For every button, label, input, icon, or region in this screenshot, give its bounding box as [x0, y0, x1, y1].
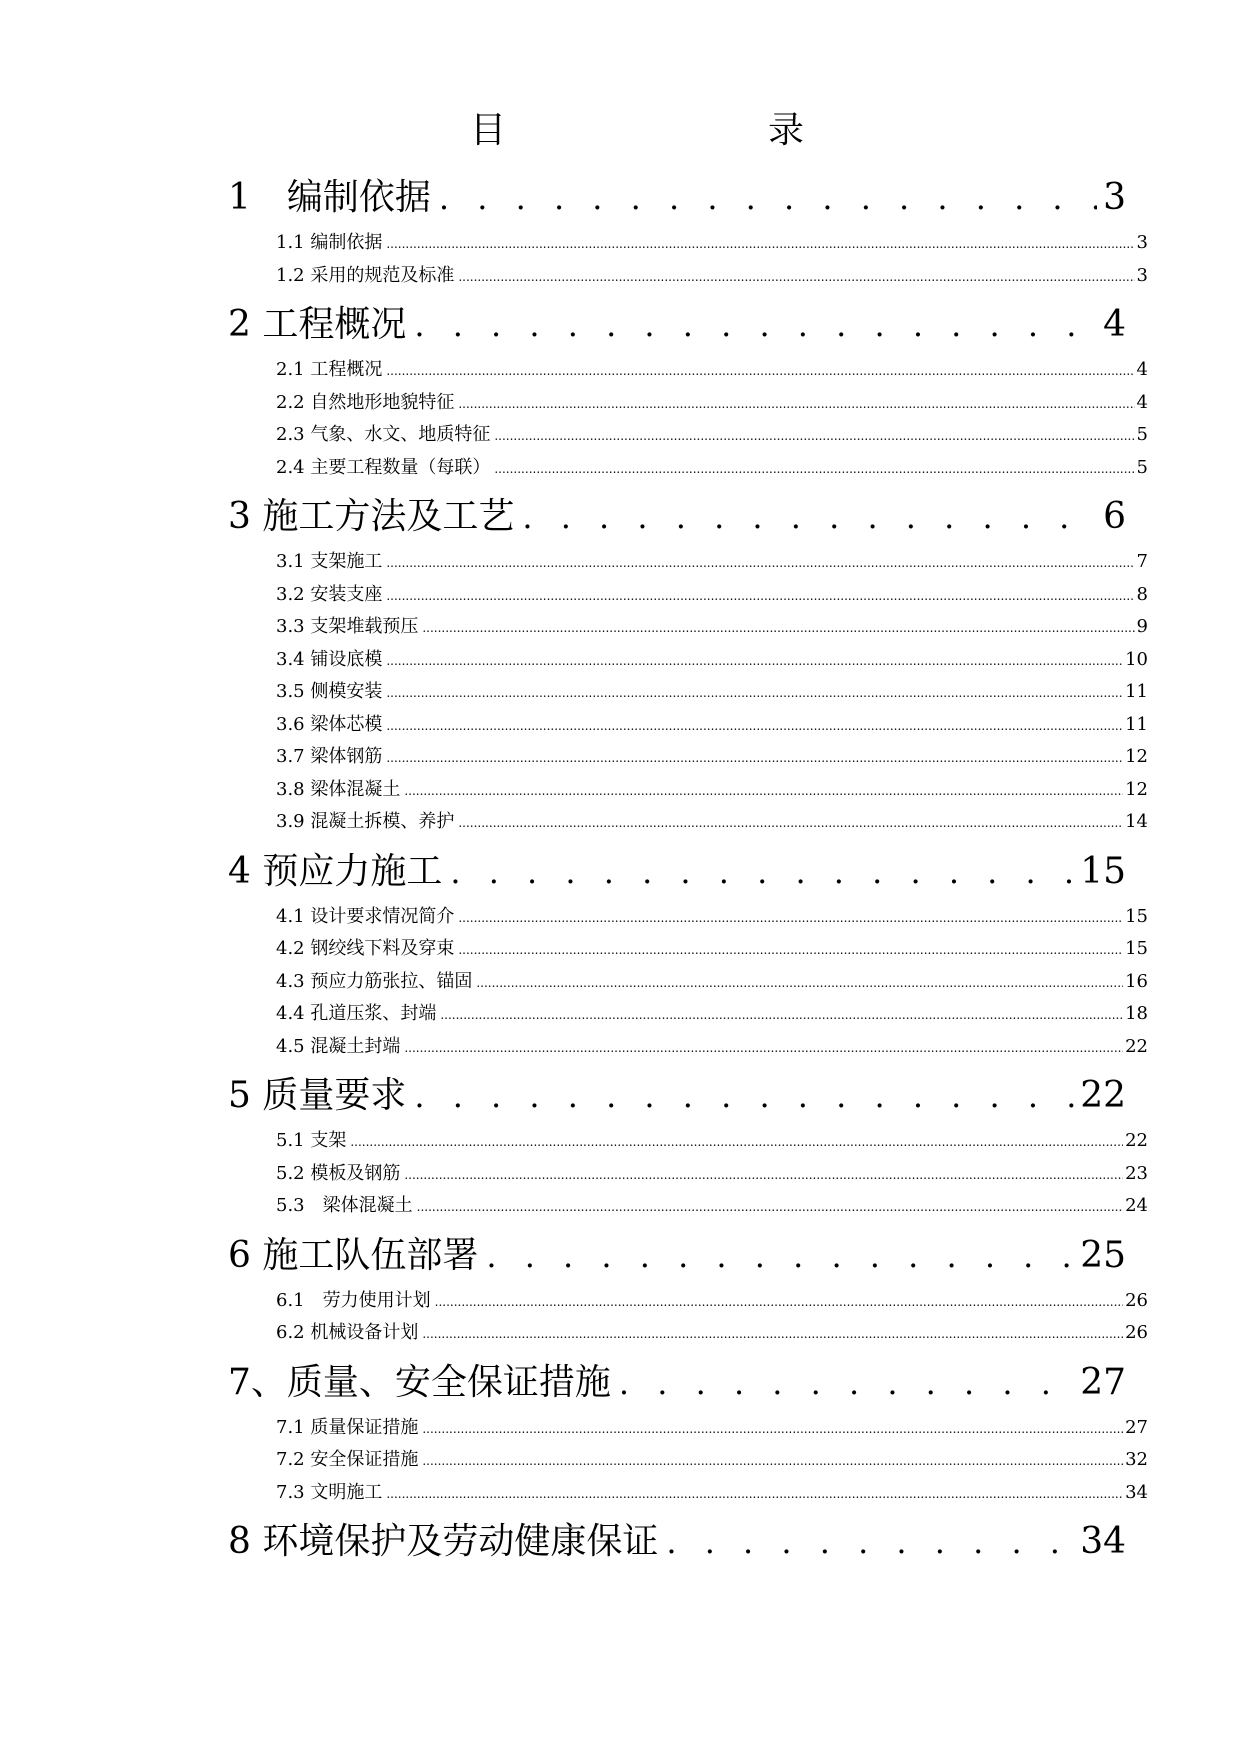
entry-label: 5.1 支架: [276, 1130, 347, 1151]
page-number: 24: [1125, 1195, 1148, 1216]
toc-entry[interactable]: [276, 611, 1148, 644]
leader-dots: [494, 453, 1134, 485]
section-label: 5 质量要求: [228, 1075, 407, 1116]
toc-section-1[interactable]: [228, 172, 1148, 224]
page-number: 15: [1125, 938, 1148, 959]
toc-entry[interactable]: [276, 901, 1148, 934]
toc-entry[interactable]: [276, 579, 1148, 612]
toc-subsections-4: [228, 898, 1148, 1071]
page-number: 22: [1125, 1130, 1148, 1151]
leader-dots: [414, 299, 1097, 351]
toc-entry[interactable]: [276, 227, 1148, 260]
page-number: 27: [1125, 1416, 1148, 1438]
leader-dots: [458, 902, 1123, 934]
page-number: 3: [1136, 264, 1148, 286]
entry-label: 3.2 安装支座: [276, 583, 383, 605]
title-char-1: 目: [470, 110, 507, 151]
toc-entry[interactable]: [276, 1125, 1148, 1158]
page-number: 22: [1080, 1075, 1126, 1116]
leader-dots: [404, 1032, 1123, 1064]
leader-dots: [386, 355, 1134, 387]
page-number: 10: [1125, 648, 1148, 670]
page-number: 3: [1136, 232, 1148, 253]
leader-dots: [417, 1191, 1123, 1223]
section-label: 7、质量、安全保证措施: [228, 1361, 611, 1403]
toc-entry[interactable]: [276, 966, 1148, 999]
toc-subsections-1: [228, 224, 1148, 299]
toc-entry[interactable]: [276, 709, 1148, 742]
toc-title: [0, 106, 1241, 156]
leader-dots: [666, 1516, 1074, 1568]
entry-label: 1.2 采用的规范及标准: [276, 264, 455, 286]
toc-entry[interactable]: [276, 1412, 1148, 1445]
leader-dots: [404, 775, 1123, 807]
toc-entry[interactable]: [276, 1285, 1148, 1318]
page-number: 4: [1103, 304, 1126, 345]
toc-entry[interactable]: [276, 676, 1148, 709]
toc-entry[interactable]: [276, 644, 1148, 677]
page-number: 6: [1103, 496, 1126, 537]
leader-dots: [386, 547, 1134, 579]
toc-subsections-5: [228, 1122, 1148, 1230]
page-number: 15: [1080, 850, 1126, 892]
toc-section-3[interactable]: [228, 491, 1148, 543]
leader-dots: [386, 228, 1134, 260]
toc-subsections-7: [228, 1409, 1148, 1517]
leader-dots: [414, 1070, 1074, 1122]
leader-dots: [422, 1413, 1123, 1445]
entry-label: 5.3 梁体混凝土: [276, 1195, 413, 1216]
page-number: 34: [1080, 1521, 1126, 1562]
toc-entry[interactable]: [276, 260, 1148, 293]
page-number: 3: [1103, 177, 1126, 218]
leader-dots: [494, 420, 1134, 452]
toc-entry[interactable]: [276, 387, 1148, 420]
section-label: 2 工程概况: [228, 304, 407, 345]
leader-dots: [476, 967, 1123, 999]
entry-label: 7.3 文明施工: [276, 1481, 383, 1503]
toc-entry[interactable]: [276, 452, 1148, 485]
toc-entry[interactable]: [276, 419, 1148, 452]
entry-label: 3.1 支架施工: [276, 551, 383, 572]
toc-section-8[interactable]: [228, 1516, 1148, 1568]
page-number: 34: [1125, 1481, 1148, 1503]
toc-entry[interactable]: [276, 741, 1148, 774]
page-number: 4: [1136, 359, 1148, 380]
leader-dots: [458, 934, 1123, 966]
toc-section-2[interactable]: [228, 299, 1148, 351]
leader-dots: [435, 1286, 1123, 1318]
toc-entry[interactable]: [276, 998, 1148, 1031]
leader-dots: [422, 1445, 1123, 1477]
toc-entry[interactable]: [276, 1317, 1148, 1350]
page-number: 4: [1136, 391, 1148, 413]
page-number: 7: [1136, 551, 1148, 572]
leader-dots: [458, 388, 1134, 420]
section-label: 1 编制依据: [228, 177, 431, 218]
leader-dots: [386, 580, 1134, 612]
page-number: 12: [1125, 778, 1148, 800]
page-number: 27: [1080, 1361, 1126, 1403]
entry-label: 2.3 气象、水文、地质特征: [276, 424, 491, 445]
entry-label: 6.2 机械设备计划: [276, 1322, 419, 1343]
entry-label: 2.1 工程概况: [276, 359, 383, 380]
page-number: 9: [1136, 616, 1148, 637]
page-number: 5: [1136, 456, 1148, 478]
toc-subsections-3: [228, 543, 1148, 846]
toc-entry[interactable]: [276, 1477, 1148, 1510]
entry-label: 2.2 自然地形地貌特征: [276, 391, 455, 413]
page-number: 11: [1125, 681, 1148, 702]
entry-label: 3.8 梁体混凝土: [276, 778, 401, 800]
section-label: 6 施工队伍部署: [228, 1234, 479, 1276]
toc-section-4[interactable]: [228, 846, 1148, 898]
toc-section-5[interactable]: [228, 1070, 1148, 1122]
toc-entry[interactable]: [276, 1158, 1148, 1191]
leader-dots: [619, 1357, 1074, 1409]
entry-label: 1.1 编制依据: [276, 232, 383, 253]
toc-section-6[interactable]: [228, 1230, 1148, 1282]
toc-entry[interactable]: [276, 774, 1148, 807]
leader-dots: [404, 1159, 1123, 1191]
leader-dots: [386, 710, 1123, 742]
entry-label: 4.5 混凝土封端: [276, 1035, 401, 1057]
toc-subsections-2: [228, 351, 1148, 491]
page-number: 5: [1136, 424, 1148, 445]
toc-entry[interactable]: [276, 1031, 1148, 1064]
entry-label: 3.4 铺设底模: [276, 648, 383, 670]
leader-dots: [422, 612, 1134, 644]
leader-dots: [450, 846, 1074, 898]
page-number: 11: [1125, 713, 1148, 735]
leader-dots: [422, 1318, 1123, 1350]
page-number: 12: [1125, 746, 1148, 767]
page-number: 23: [1125, 1162, 1148, 1184]
entry-label: 7.2 安全保证措施: [276, 1449, 419, 1470]
page-number: 8: [1136, 583, 1148, 605]
section-label: 4 预应力施工: [228, 850, 443, 892]
entry-label: 3.6 梁体芯模: [276, 713, 383, 735]
page-number: 22: [1125, 1035, 1148, 1057]
toc-entry[interactable]: [276, 806, 1148, 839]
section-label: 8 环境保护及劳动健康保证: [228, 1521, 659, 1562]
page-number: 26: [1125, 1289, 1148, 1311]
leader-dots: [439, 172, 1097, 224]
entry-label: 3.3 支架堆载预压: [276, 616, 419, 637]
page-number: 25: [1080, 1234, 1126, 1276]
page-number: 26: [1125, 1322, 1148, 1343]
toc-entry[interactable]: [276, 1190, 1148, 1223]
leader-dots: [386, 742, 1123, 774]
section-label: 3 施工方法及工艺: [228, 496, 515, 537]
leader-dots: [350, 1126, 1123, 1158]
title-char-2: 录: [768, 110, 805, 151]
page-number: 32: [1125, 1449, 1148, 1470]
toc-entry[interactable]: [276, 1444, 1148, 1477]
entry-label: 5.2 模板及钢筋: [276, 1162, 401, 1184]
leader-dots: [522, 491, 1097, 543]
leader-dots: [440, 999, 1123, 1031]
leader-dots: [458, 807, 1123, 839]
entry-label: 3.9 混凝土拆模、养护: [276, 811, 455, 832]
toc-entry[interactable]: [276, 933, 1148, 966]
entry-label: 4.2 钢绞线下料及穿束: [276, 938, 455, 959]
leader-dots: [386, 1478, 1123, 1510]
entry-label: 3.7 梁体钢筋: [276, 746, 383, 767]
page-number: 14: [1125, 811, 1148, 832]
page-number: 15: [1125, 905, 1148, 927]
entry-label: 6.1 劳力使用计划: [276, 1289, 431, 1311]
page-number: 16: [1125, 970, 1148, 992]
entry-label: 4.4 孔道压浆、封端: [276, 1003, 437, 1024]
toc-subsections-6: [228, 1282, 1148, 1357]
entry-label: 2.4 主要工程数量（每联）: [276, 456, 491, 478]
toc-entry[interactable]: [276, 546, 1148, 579]
page-number: 18: [1125, 1003, 1148, 1024]
leader-dots: [486, 1230, 1074, 1282]
leader-dots: [458, 261, 1134, 293]
toc-section-7[interactable]: [228, 1357, 1148, 1409]
toc-entry[interactable]: [276, 354, 1148, 387]
leader-dots: [386, 645, 1123, 677]
entry-label: 3.5 侧模安装: [276, 681, 383, 702]
entry-label: 7.1 质量保证措施: [276, 1416, 419, 1438]
entry-label: 4.1 设计要求情况简介: [276, 905, 455, 927]
entry-label: 4.3 预应力筋张拉、锚固: [276, 970, 473, 992]
leader-dots: [386, 677, 1123, 709]
toc-list: [228, 172, 1148, 1568]
